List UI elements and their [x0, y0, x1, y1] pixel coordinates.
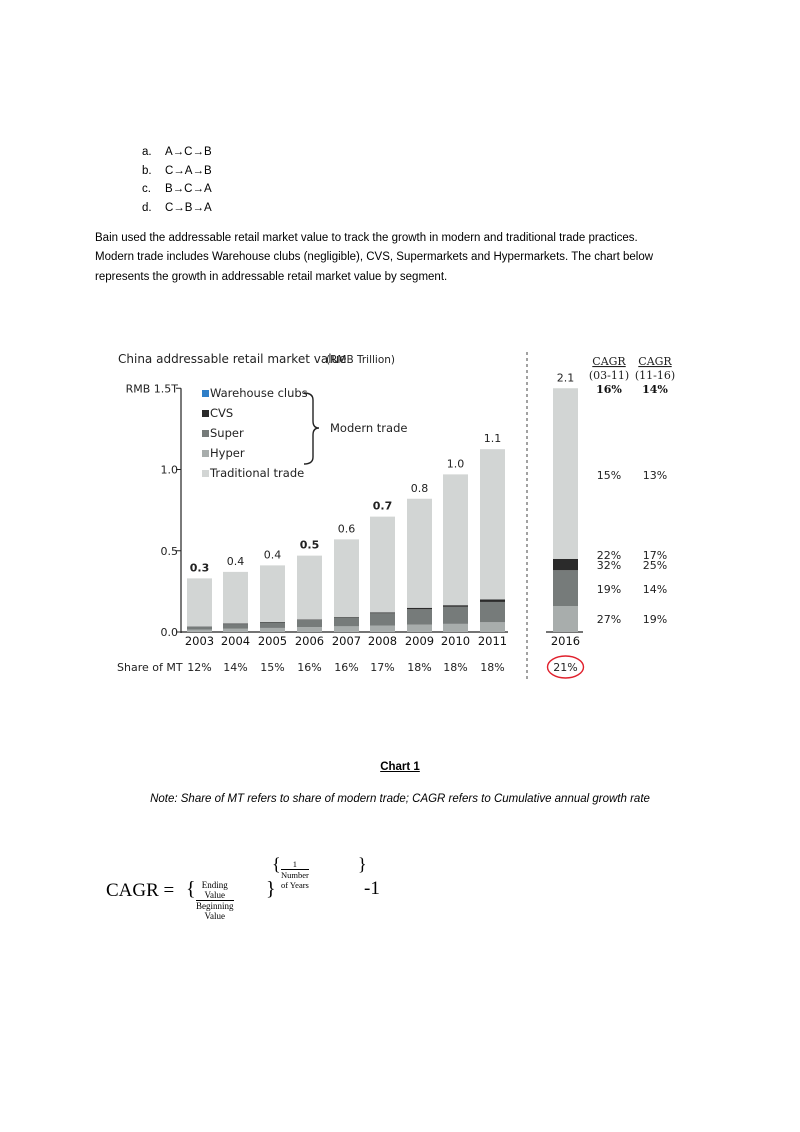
bar-total-label: 0.6	[337, 522, 356, 536]
cagr-value-03-11: 27%	[596, 613, 622, 626]
cagr-header-period: (11-16)	[634, 369, 676, 382]
bar-total-label: 0.5	[299, 538, 320, 552]
chart-caption: Chart 1	[380, 761, 420, 773]
option-letter: a.	[142, 146, 152, 158]
share-of-mt-value: 18%	[407, 661, 432, 674]
x-tick-label: 2016	[550, 634, 581, 648]
formula-numerator: Ending Value	[196, 880, 234, 901]
x-tick-label: 2011	[477, 634, 508, 648]
bar-segment-traditional	[553, 388, 578, 559]
bar-total-label: 0.3	[189, 561, 210, 575]
share-of-mt-value: 16%	[297, 661, 322, 674]
share-of-mt-value: 12%	[187, 661, 212, 674]
x-tick-label: 2003	[184, 634, 215, 648]
cagr-value-03-11: 32%	[596, 559, 622, 572]
share-of-mt-label: Share of MT	[117, 661, 183, 674]
x-tick-label: 2006	[294, 634, 325, 648]
option-letter: b.	[142, 164, 152, 177]
share-of-mt-value: 15%	[260, 661, 285, 674]
paragraph-line: represents the growth in addressable retail market value by segment.	[95, 270, 448, 283]
bar-segment-cvs	[553, 559, 578, 570]
bar-total-label: 0.8	[410, 481, 429, 495]
legend-swatch-warehouse	[202, 390, 209, 397]
legend-label: Traditional trade	[210, 466, 305, 480]
legend-label: CVS	[210, 406, 234, 420]
bar-segment-hyper	[297, 627, 322, 632]
chart-title-unit: (RMB Trillion)	[326, 354, 396, 366]
cagr-total: 16%	[596, 383, 622, 396]
bar-segment-traditional	[443, 474, 468, 605]
bar-segment-traditional	[480, 449, 505, 599]
bar-segment-cvs	[407, 608, 432, 609]
bar-segment-traditional	[260, 565, 285, 622]
y-tick-label: 1.0	[160, 463, 178, 477]
bar-total-label: 2.1	[556, 371, 575, 385]
bar-segment-hyper	[553, 606, 578, 632]
cagr-value-03-11: 15%	[596, 469, 622, 482]
cagr-value-03-11: 22%	[596, 549, 622, 562]
modern-trade-bracket	[304, 393, 319, 464]
paragraph-line: Bain used the addressable retail market value to track the growth in modern and traditional trade practices.	[95, 232, 638, 244]
cagr-value-11-16: 13%	[642, 469, 668, 482]
formula-fraction	[196, 880, 234, 921]
option-text: C→B→A	[165, 202, 212, 215]
bar-segment-hyper	[407, 625, 432, 632]
formula-lhs: CAGR =	[106, 880, 175, 901]
exponent-denominator: Number of Years	[281, 870, 309, 890]
share-of-mt-value: 18%	[443, 661, 468, 674]
share-of-mt-value: 18%	[480, 661, 505, 674]
option-text: B→C→A	[165, 183, 212, 196]
bar-segment-traditional	[370, 517, 395, 613]
bar-segment-super	[334, 617, 359, 626]
bar-segment-super	[553, 570, 578, 606]
bar-segment-traditional	[334, 539, 359, 617]
bar-total-label: 0.4	[263, 548, 282, 562]
cagr-value-11-16: 25%	[642, 559, 668, 572]
cagr-header-title: CAGR	[592, 355, 626, 368]
exponent-brace-open: {	[272, 854, 281, 874]
bar-segment-hyper	[260, 628, 285, 632]
legend-label: Super	[210, 426, 244, 440]
formula-brace-open: {	[186, 878, 196, 900]
y-tick-label: 0.5	[160, 544, 178, 558]
x-tick-label: 2005	[257, 634, 288, 648]
bar-segment-super	[223, 624, 248, 629]
bar-total-label: 1.1	[483, 432, 502, 446]
exponent-brace-close: }	[358, 854, 367, 874]
bar-segment-traditional	[187, 578, 212, 626]
x-tick-label: 2008	[367, 634, 398, 648]
chart-title: China addressable retail market value	[118, 352, 347, 366]
bar-segment-super	[297, 620, 322, 627]
bar-total-label: 1.0	[446, 457, 465, 471]
bar-segment-hyper	[223, 629, 248, 632]
bar-segment-cvs	[297, 619, 322, 620]
formula-minus-one: -1	[364, 878, 380, 899]
bar-segment-hyper	[443, 624, 468, 632]
bar-segment-super	[443, 607, 468, 624]
x-tick-label: 2010	[440, 634, 471, 648]
option-letter: d.	[142, 202, 152, 215]
cagr-value-03-11: 19%	[596, 583, 622, 596]
bar-segment-traditional	[297, 556, 322, 620]
legend-swatch-cvs	[202, 410, 209, 417]
x-tick-label: 2009	[404, 634, 435, 648]
bar-segment-cvs	[370, 613, 395, 614]
cagr-value-11-16: 17%	[642, 549, 668, 562]
share-of-mt-value: 17%	[370, 661, 395, 674]
x-tick-label: 2007	[331, 634, 362, 648]
bar-segment-cvs	[334, 617, 359, 618]
chart-note: Note: Share of MT refers to share of modern trade; CAGR refers to Cumulative annual growth rate	[150, 793, 650, 805]
bar-segment-cvs	[223, 624, 248, 625]
option-letter: c.	[142, 183, 151, 196]
bar-segment-hyper	[480, 622, 505, 632]
share-of-mt-value: 14%	[223, 661, 248, 674]
option-text: A→C→B	[165, 146, 212, 158]
bar-segment-hyper	[370, 626, 395, 633]
bar-segment-cvs	[260, 622, 285, 623]
bar-total-label: 0.4	[226, 554, 245, 568]
legend-swatch-traditional	[202, 470, 209, 477]
cagr-header-title: CAGR	[638, 355, 672, 368]
cagr-value-11-16: 14%	[642, 583, 668, 596]
y-tick-label: RMB 1.5T	[125, 382, 178, 396]
bar-segment-super	[370, 613, 395, 625]
bar-total-label: 0.7	[372, 499, 393, 513]
bar-segment-hyper	[187, 630, 212, 632]
cagr-header-period: (03-11)	[588, 369, 630, 382]
bar-segment-super	[407, 609, 432, 624]
bar-segment-super	[480, 602, 505, 622]
paragraph-line: Modern trade includes Warehouse clubs (negligible), CVS, Supermarkets and Hypermarkets. The chart below	[95, 251, 654, 264]
legend-label: Hyper	[210, 446, 245, 460]
legend-label: Warehouse clubs	[210, 386, 308, 400]
formula-denominator: Beginning Value	[196, 901, 234, 921]
bar-segment-traditional	[407, 499, 432, 608]
legend-swatch-hyper	[202, 450, 209, 457]
bar-segment-hyper	[334, 626, 359, 632]
modern-trade-label: Modern trade	[330, 421, 408, 435]
formula-brace-close: }	[266, 878, 276, 900]
share-of-mt-value: 16%	[334, 661, 359, 674]
cagr-total: 14%	[642, 383, 668, 396]
exponent-numerator: 1	[281, 859, 309, 870]
cagr-value-11-16: 19%	[642, 613, 668, 626]
x-tick-label: 2004	[220, 634, 251, 648]
bar-segment-cvs	[443, 605, 468, 607]
bar-segment-cvs	[480, 600, 505, 602]
bar-segment-super	[260, 622, 285, 628]
formula-exponent	[281, 859, 309, 890]
legend-swatch-super	[202, 430, 209, 437]
y-tick-label: 0.0	[160, 626, 178, 639]
option-text: C→A→B	[165, 164, 212, 177]
bar-segment-traditional	[223, 572, 248, 624]
share-of-mt-value: 21%	[553, 661, 578, 674]
bar-segment-super	[187, 626, 212, 629]
